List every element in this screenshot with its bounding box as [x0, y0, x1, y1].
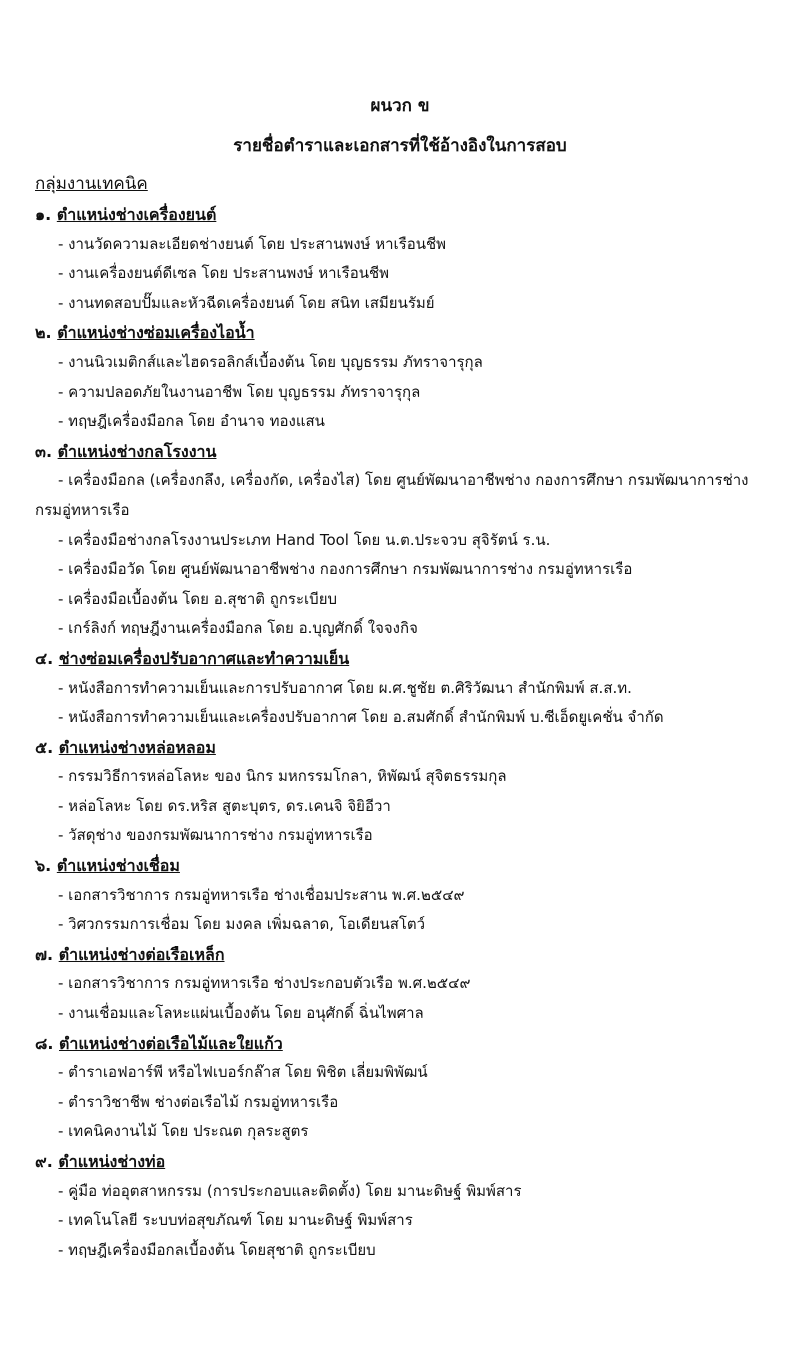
section-label: ตำแหน่งช่างซ่อมเครื่องไอน้ำ [57, 323, 255, 343]
section-number: ๑. [35, 205, 52, 224]
reference-item: - หนังสือการทำความเย็นและการปรับอากาศ โดย ผ.ศ.ชูชัย ต.ศิริวัฒนา สำนักพิมพ์ ส.ส.ท. [58, 678, 632, 697]
section-9 [35, 1147, 795, 1265]
section-heading [35, 1147, 795, 1177]
group-heading: กลุ่มงานเทคนิค [35, 174, 148, 194]
section-label: ตำแหน่งช่างกลโรงงาน [57, 441, 217, 461]
reference-item: - งานเครื่องยนต์ดีเซล โดย ประสานพงษ์ หาเรือนชีพ [58, 264, 390, 283]
reference-item: - กรรมวิธีการหล่อโลหะ ของ นิกร มหกรรมโกลา, หิพัฒน์ สุจิตธรรมกุล [58, 767, 507, 786]
reference-item: - เครื่องมือเบื้องต้น โดย อ.สุชาติ ถูกระเบียบ [58, 589, 338, 608]
section-number: ๖. [35, 856, 52, 876]
section-2 [35, 318, 795, 436]
section-3 [35, 437, 795, 644]
section-4 [35, 644, 795, 733]
section-label: ตำแหน่งช่างต่อเรือเหล็ก [58, 944, 225, 964]
reference-item: - ตำราเอฟอาร์พี หรือไฟเบอร์กล๊าส โดย พิชิต เลี่ยมพิพัฒน์ [58, 1063, 428, 1082]
section-7 [35, 940, 795, 1029]
section-heading [35, 940, 795, 970]
section-number: ๘. [35, 1033, 54, 1053]
reference-item: - เครื่องมือช่างกลโรงงานประเภท Hand Tool โดย น.ต.ประจวบ สุจิรัตน์ ร.น. [58, 530, 551, 549]
reference-item: - งานวัดความละเอียดช่างยนต์ โดย ประสานพงษ์ หาเรือนชีพ [58, 234, 447, 253]
reference-item: - งานนิวเมติกส์และไฮดรอลิกส์เบื้องต้น โดย บุญธรรม ภัทราจารุกุล [58, 352, 483, 371]
section-number: ๒. [35, 323, 52, 343]
reference-item: - หล่อโลหะ โดย ดร.หริส สูตะบุตร, ดร.เคนจิ จิยิอีวา [58, 796, 391, 815]
section-number: ๓. [35, 441, 53, 461]
section-6 [35, 851, 795, 940]
section-number: ๗. [35, 944, 54, 964]
section-heading [35, 437, 795, 467]
reference-item: - เครื่องมือกล (เครื่องกลึง, เครื่องกัด, เครื่องไส) โดย ศูนย์พัฒนาอาชีพช่าง กองการศึกษา กรมพัฒนาการช่าง [58, 471, 749, 490]
page-subtitle: รายชื่อตำราและเอกสารที่ใช้อ้างอิงในการสอบ [233, 136, 567, 156]
reference-item: - ทฤษฎีเครื่องมือกลเบื้องต้น โดยสุชาติ ถูกระเบียบ [58, 1240, 376, 1259]
reference-item: - เกร์ลิงก์ ทฤษฎีงานเครื่องมือกล โดย อ.บุญศักดิ์ ใจจงกิจ [58, 619, 418, 638]
reference-item: - เอกสารวิชาการ กรมอู่ทหารเรือ ช่างประกอบตัวเรือ พ.ศ.๒๕๔๙ [58, 974, 471, 993]
section-5 [35, 733, 795, 851]
section-label: ตำแหน่งช่างเชื่อม [56, 856, 180, 876]
section-1 [35, 200, 795, 318]
section-heading [35, 1029, 795, 1059]
reference-item: - งานทดสอบปั๊มและหัวฉีดเครื่องยนต์ โดย สนิท เสมียนรัมย์ [58, 293, 435, 312]
reference-item: - เทคนิคงานไม้ โดย ประณต กุลระสูตร [58, 1122, 309, 1141]
section-heading [35, 200, 795, 230]
section-8 [35, 1029, 795, 1147]
reference-item: - เครื่องมือวัด โดย ศูนย์พัฒนาอาชีพช่าง กองการศึกษา กรมพัฒนาการช่าง กรมอู่ทหารเรือ [58, 560, 633, 579]
section-label: ตำแหน่งช่างเครื่องยนต์ [56, 205, 217, 224]
section-label: ตำแหน่งช่างท่อ [58, 1152, 166, 1171]
reference-item: กรมอู่ทหารเรือ [35, 500, 130, 519]
reference-item: - หนังสือการทำความเย็นและเครื่องปรับอากาศ โดย อ.สมศักดิ์ สำนักพิมพ์ บ.ซีเอ็ดยูเคชั่น จำกัด [58, 708, 664, 727]
reference-item: - งานเชื่อมและโลหะแผ่นเบื้องต้น โดย อนุศักดิ์ ฉิ่นไพศาล [58, 1004, 424, 1023]
reference-item: - คู่มือ ท่ออุตสาหกรรม (การประกอบและติดตั้ง) โดย มานะดิษฐ์ พิมพ์สาร [58, 1181, 522, 1200]
reference-item: - ตำราวิชาชีพ ช่างต่อเรือไม้ กรมอู่ทหารเรือ [58, 1092, 339, 1111]
reference-item: - เอกสารวิชาการ กรมอู่ทหารเรือ ช่างเชื่อมประสาน พ.ศ.๒๕๔๙ [58, 885, 465, 904]
reference-list [35, 200, 795, 1265]
section-label: ช่างซ่อมเครื่องปรับอากาศและทำความเย็น [58, 648, 350, 668]
reference-item: - ทฤษฎีเครื่องมือกล โดย อำนาจ ทองแสน [58, 412, 325, 431]
section-number: ๕. [35, 737, 54, 757]
reference-item: - วิศวกรรมการเชื่อม โดย มงคล เพิ่มฉลาด, โอเดียนสโตว์ [58, 915, 426, 934]
section-heading [35, 318, 795, 348]
reference-item: - ความปลอดภัยในงานอาชีพ โดย บุญธรรม ภัทราจารุกุล [58, 382, 421, 401]
section-heading [35, 644, 795, 674]
section-heading [35, 851, 795, 881]
reference-item: - เทคโนโลยี ระบบท่อสุขภัณฑ์ โดย มานะดิษฐ์ พิมพ์สาร [58, 1211, 413, 1230]
reference-item: - วัสดุช่าง ของกรมพัฒนาการช่าง กรมอู่ทหารเรือ [58, 826, 373, 845]
page-title: ผนวก ข [370, 96, 430, 116]
section-label: ตำแหน่งช่างต่อเรือไม้และใยแก้ว [59, 1033, 283, 1053]
section-number: ๔. [35, 648, 54, 668]
section-number: ๙. [35, 1152, 53, 1171]
section-label: ตำแหน่งช่างหล่อหลอม [58, 737, 216, 757]
section-heading [35, 733, 795, 763]
